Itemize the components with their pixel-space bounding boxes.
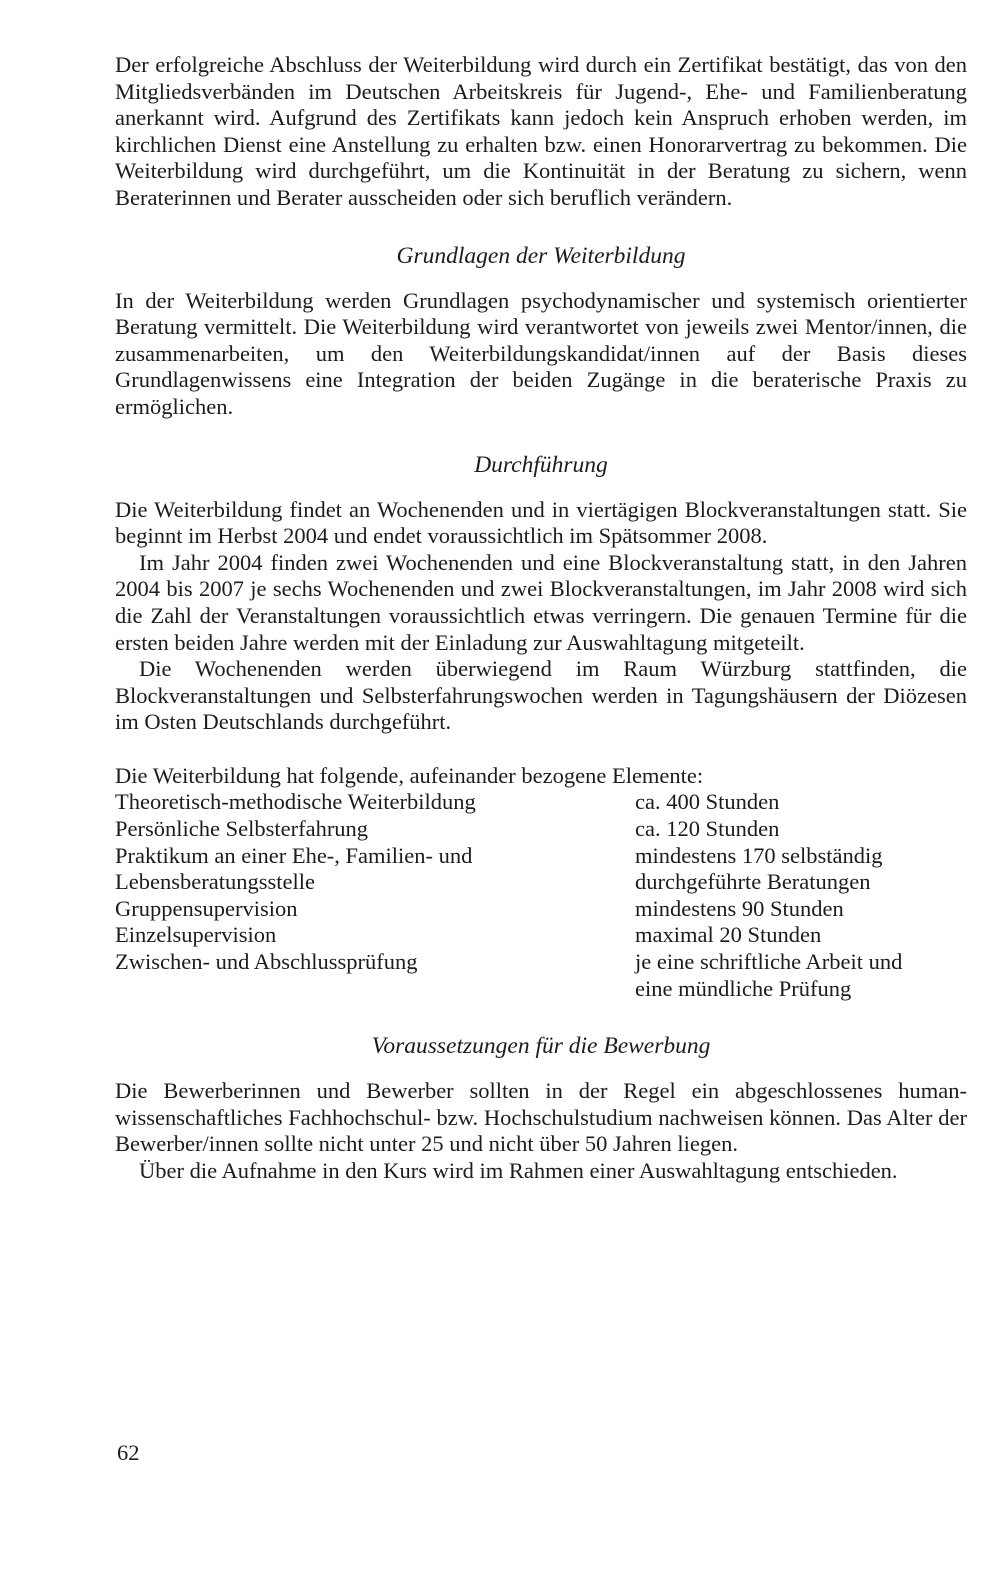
element-name: Einzelsupervision bbox=[115, 922, 277, 948]
document-page bbox=[115, 52, 967, 1185]
elements-table bbox=[115, 789, 967, 1002]
element-name: Gruppensupervision bbox=[115, 895, 298, 921]
table-row bbox=[115, 816, 967, 843]
element-name-continued: Lebensberatungsstelle bbox=[115, 869, 315, 895]
element-name: Theoretisch-methodische Weiterbildung bbox=[115, 789, 476, 815]
durchfuehrung-paragraph-3: Die Wochenenden werden überwiegend im Raum Würzburg stattfinden, die Blockveranstaltungen und Selbsterfahrungswochen werden in Tagungshäusern der Diözesen im Osten Deutschlands durchgeführt. bbox=[115, 656, 967, 735]
element-value: mindestens 170 selbständig bbox=[635, 842, 883, 868]
table-row bbox=[115, 896, 967, 923]
table-row bbox=[115, 949, 967, 976]
element-value: ca. 400 Stunden bbox=[635, 789, 780, 815]
durchfuehrung-paragraph-2: Im Jahr 2004 finden zwei Wochenenden und eine Blockveranstaltung statt, in den Jahren 2004 bis 2007 je sechs Wochenenden und zwei Blockveranstaltungen, im Jahr 2008 wird sich die Zahl der Veranstaltungen voraussichtlich etwas verringern. Die genauen Termine für die ersten beiden Jahre werden mit der Einladung zur Auswahltagung mitgeteilt. bbox=[115, 549, 967, 655]
element-value-continued: eine mündliche Prüfung bbox=[635, 975, 852, 1001]
heading-durchfuehrung: Durchführung bbox=[474, 451, 608, 478]
element-value: mindestens 90 Stunden bbox=[635, 895, 844, 921]
element-name: Praktikum an einer Ehe-, Familien- und bbox=[115, 842, 473, 868]
element-value: je eine schriftliche Arbeit und bbox=[635, 949, 903, 975]
table-row bbox=[115, 843, 967, 870]
element-value-continued: durchgeführte Beratungen bbox=[635, 869, 871, 895]
table-row bbox=[115, 976, 967, 1003]
heading-grundlagen: Grundlagen der Weiterbildung bbox=[396, 242, 686, 269]
element-value: maximal 20 Stunden bbox=[635, 922, 822, 948]
table-row bbox=[115, 869, 967, 896]
page-number: 62 bbox=[117, 1440, 140, 1465]
grundlagen-paragraph: In der Weiterbildung werden Grundlagen psychodynamischer und systemisch orientierter Beratung vermittelt. Die Weiterbildung wird verantwortet von jeweils zwei Mentor/innen, die zusammenarbeiten, um den Weiterbildungskandidat/innen auf der Basis dieses Grundlagenwissens eine Integration der beiden Zugänge in die beraterische Praxis zu ermöglichen. bbox=[115, 287, 967, 419]
voraussetzungen-paragraph-1: Die Bewerberinnen und Bewerber sollten in der Regel ein abgeschlossenes human-wissenschaftliches Fachhochschul- bzw. Hochschulstudium nachweisen können. Das Alter der Bewerber/innen sollte nicht unter 25 und nicht über 50 Jahren liegen. bbox=[115, 1078, 967, 1157]
durchfuehrung-paragraph-1: Die Weiterbildung findet an Wochenenden und in viertägigen Blockveranstaltungen statt. Sie beginnt im Herbst 2004 und endet voraussichtlich im Spätsommer 2008. bbox=[115, 496, 967, 549]
element-name: Persönliche Selbsterfahrung bbox=[115, 816, 369, 842]
element-value: ca. 120 Stunden bbox=[635, 816, 780, 842]
element-name: Zwischen- und Abschlussprüfung bbox=[115, 949, 418, 975]
heading-voraussetzungen: Voraussetzungen für die Bewerbung bbox=[371, 1033, 711, 1060]
elements-intro: Die Weiterbildung hat folgende, aufeinander bezogene Elemente: bbox=[115, 762, 704, 788]
intro-paragraph: Der erfolgreiche Abschluss der Weiterbildung wird durch ein Zertifikat bestätigt, das von den Mitgliedsverbänden im Deutschen Arbeitskreis für Jugend-, Ehe- und Familienberatung anerkannt wird. Aufgrund des Zertifikats kann jedoch kein Anspruch erhoben werden, im kirchlichen Dienst eine Anstellung zu erhalten bzw. einen Honorarvertrag zu bekommen. Die Weiterbildung wird durchgeführt, um die Kontinuität in der Beratung zu sichern, wenn Beraterinnen und Berater ausscheiden oder sich beruflich verändern. bbox=[115, 52, 967, 210]
voraussetzungen-paragraph-2: Über die Aufnahme in den Kurs wird im Rahmen einer Auswahltagung entschieden. bbox=[139, 1158, 898, 1183]
element-name-continued bbox=[115, 976, 635, 1003]
table-row bbox=[115, 922, 967, 949]
table-row bbox=[115, 789, 967, 816]
